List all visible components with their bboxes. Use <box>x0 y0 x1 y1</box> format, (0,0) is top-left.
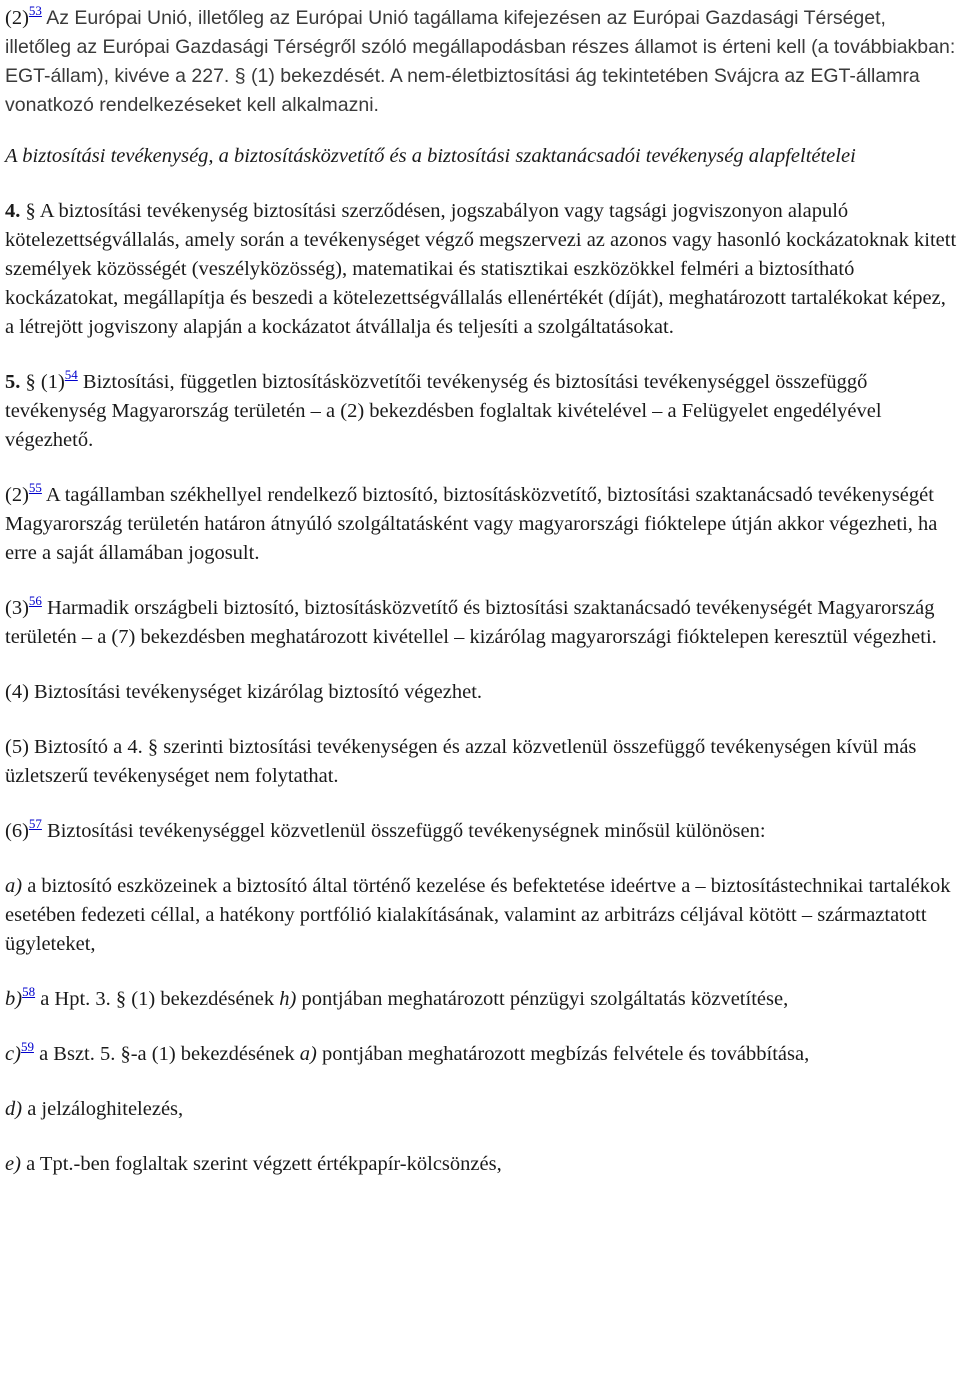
list-item-a <box>5 872 957 959</box>
paragraph-2-intro <box>5 4 957 120</box>
paragraph-text: Harmadik országbeli biztosító, biztosításközvetítő és biztosítási szaktanácsadó tevékenységét Magyarország területén – a (7) bekezdésben meghatározott kivétellel – kizárólag magyarországi fióktelepen keresztül végezheti. <box>5 597 937 648</box>
section-5-paragraph <box>5 368 957 455</box>
footnote-link-53[interactable]: 53 <box>28 3 42 18</box>
paragraph-number: (2) <box>5 7 29 29</box>
paragraph-text: A tagállamban székhellyel rendelkező biztosító, biztosításközvetítő, biztosítási szaktanácsadó tevékenységét Magyarország területén határon átnyúló szolgáltatásként vagy magyarországi fióktelepe útján akkor végezheti, ha erre a saját államában jogosult. <box>5 484 938 564</box>
section-number: 4. <box>5 200 21 222</box>
footnote-link-57[interactable]: 57 <box>28 816 42 831</box>
list-item-b <box>5 985 957 1014</box>
section-heading: A biztosítási tevékenység, a biztosításközvetítő és a biztosítási szaktanácsadói tevékenység alapfeltételei <box>5 145 856 167</box>
paragraph-5-2 <box>5 481 957 568</box>
list-item-d <box>5 1095 957 1124</box>
document-page <box>5 0 957 1179</box>
item-text: a Tpt.-ben foglaltak szerint végzett értékpapír-kölcsönzés, <box>20 1153 502 1175</box>
item-letter: a) <box>5 875 23 897</box>
list-item-c <box>5 1040 957 1069</box>
paragraph-5-6 <box>5 817 957 846</box>
item-text-post: pontjában meghatározott pénzügyi szolgáltatás közvetítése, <box>296 988 789 1010</box>
paragraph-number: (2) <box>5 484 29 506</box>
item-text-pre: a Bszt. 5. §-a (1) bekezdésének <box>33 1043 300 1065</box>
footnote-link-55[interactable]: 55 <box>28 480 42 495</box>
section-prefix: § (1) <box>20 371 65 393</box>
item-letter: d) <box>5 1098 23 1120</box>
paragraph-number: (3) <box>5 597 29 619</box>
item-text-post: pontjában meghatározott megbízás felvétele és továbbítása, <box>316 1043 810 1065</box>
section-text: § A biztosítási tevékenység biztosítási szerződésen, jogszabályon vagy tagsági jogviszonyon alapuló kötelezettségvállalás, amely során a tevékenységet végző megszervezi az azonos vagy hasonló kockázatoknak kitett személyek közösségét (veszélyközösség), matematikai és statisztikai eszközökkel felméri a biztosítható kockázatokat, megállapítja és beszedi a kötelezettségvállalás ellenértékét (díját), meghatározott tartalékokat képez, a létrejött jogviszony alapján a kockázatot átvállalja és teljesíti a szolgáltatásokat. <box>5 200 957 338</box>
section-text: Biztosítási, független biztosításközvetítői tevékenység és biztosítási tevékenységgel összefüggő tevékenység Magyarország területén – a (2) bekezdésben foglaltak kivételével – a Felügyelet engedélyével végezhető. <box>5 371 882 451</box>
item-text-pre: a Hpt. 3. § (1) bekezdésének <box>35 988 280 1010</box>
item-letter: e) <box>5 1153 21 1175</box>
footnote-link-58[interactable]: 58 <box>22 984 36 999</box>
paragraph-5-3 <box>5 594 957 652</box>
section-number: 5. <box>5 371 21 393</box>
paragraph-text: Biztosítási tevékenységgel közvetlenül összefüggő tevékenységnek minősül különösen: <box>41 820 766 842</box>
item-ref: a) <box>299 1043 317 1065</box>
item-text: a biztosító eszközeinek a biztosító által történő kezelése és befektetése ideértve a – biztosítástechnikai tartalékok esetében fedezeti céllal, a hatékony portfólió kialakításának, valamint az arbitrázs céljával kötött – származtatott ügyleteket, <box>5 875 951 955</box>
paragraph-text-b: § (1) bekezdését. A nem-életbiztosítási ág tekintetében Svájcra az EGT-államra vonatkozó rendelkezéseket kell alkalmazni. <box>5 65 920 116</box>
item-text: a jelzáloghitelezés, <box>22 1098 184 1120</box>
section-4-paragraph <box>5 197 957 342</box>
paragraph-number: (6) <box>5 820 29 842</box>
paragraph-5-5: (5) Biztosító a 4. § szerinti biztosítási tevékenységen és azzal közvetlenül összefüggő tevékenységen kívül más üzletszerű tevékenységet nem folytathat. <box>5 736 917 787</box>
footnote-link-54[interactable]: 54 <box>64 367 78 382</box>
paragraph-text-a: Az Európai Unió, illetőleg az Európai Unió tagállama kifejezésen az Európai Gazdasági Térséget, illetőleg az Európai Gazdasági Térségről szóló megállapodásban részes államot is érteni kell (a továbbiakban: EGT-állam), kivéve a 227. <box>5 7 956 87</box>
list-item-e <box>5 1150 957 1179</box>
item-ref: h) <box>279 988 297 1010</box>
footnote-link-59[interactable]: 59 <box>20 1039 34 1054</box>
footnote-link-56[interactable]: 56 <box>28 593 42 608</box>
paragraph-5-4: (4) Biztosítási tevékenységet kizárólag biztosító végezhet. <box>5 681 483 703</box>
item-letter: b) <box>5 988 23 1010</box>
item-letter: c) <box>5 1043 21 1065</box>
